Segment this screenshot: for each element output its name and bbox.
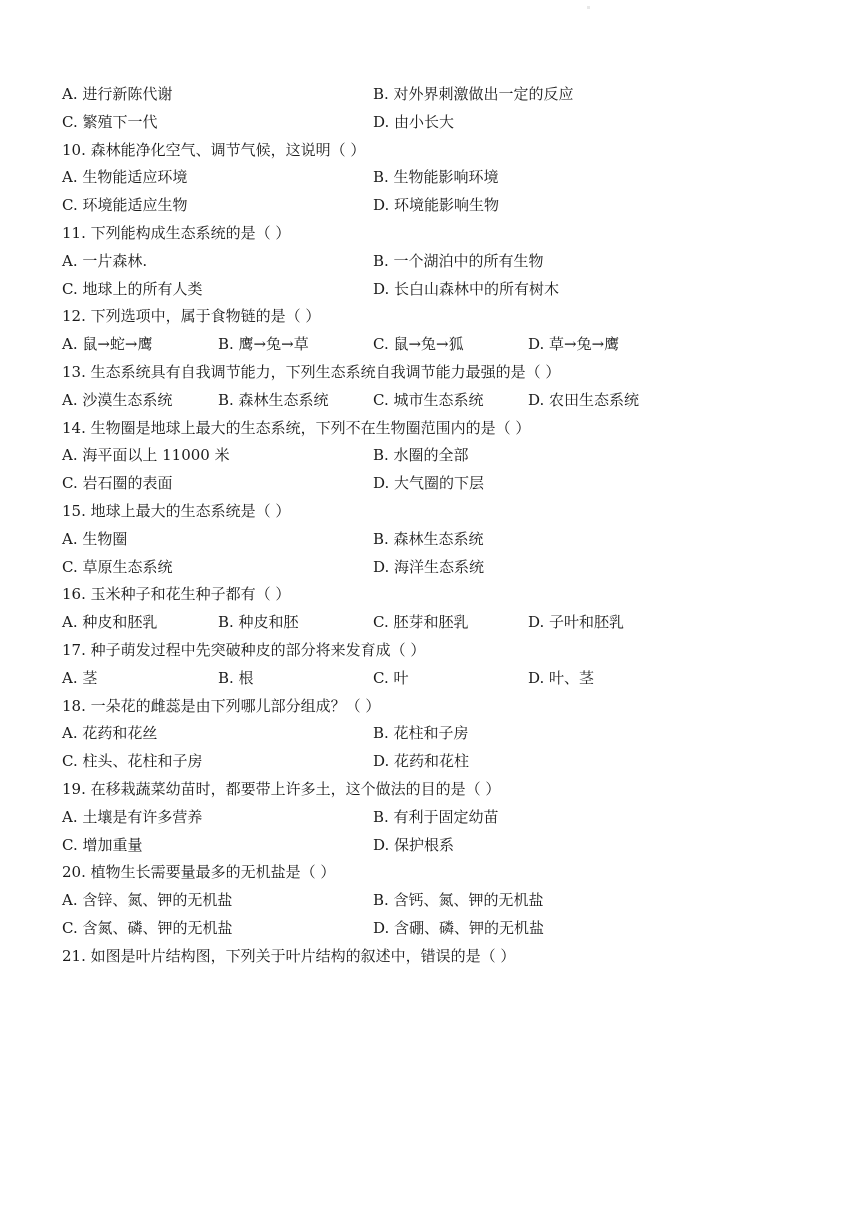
option-b: B. 根: [218, 668, 254, 687]
question-text: 11. 下列能构成生态系统的是（ ）: [62, 223, 291, 242]
option-a: A. 生物圈: [62, 529, 128, 548]
option-a: A. 海平面以上 11000 米: [62, 446, 230, 465]
options-row: [0, 554, 860, 582]
option-b: B. 生物能影响环境: [373, 168, 499, 187]
question-text: 16. 玉米种子和花生种子都有（ ）: [62, 585, 291, 604]
question-text: 18. 一朵花的雌蕊是由下列哪儿部分组成？（ ）: [62, 696, 381, 715]
options-row: [0, 832, 860, 860]
option-d: D. 子叶和胚乳: [528, 613, 625, 632]
option-a: C. 柱头、花柱和子房: [62, 752, 203, 771]
options-row: [0, 720, 860, 748]
options-row: [0, 81, 860, 109]
option-a: C. 含氮、磷、钾的无机盐: [62, 918, 233, 937]
option-a: A. 种皮和胚乳: [62, 613, 158, 632]
option-c: C. 鼠→兔→狐: [373, 335, 464, 354]
option-a: A. 花药和花丝: [62, 724, 158, 743]
option-a: C. 增加重量: [62, 835, 143, 854]
option-b: D. 保护根系: [373, 835, 455, 854]
question-text: 19. 在移栽蔬菜幼苗时，都要带上许多土，这个做法的目的是（ ）: [62, 779, 501, 798]
option-a: A. 鼠→蛇→鹰: [62, 335, 153, 354]
option-b: B. 含钙、氮、钾的无机盐: [373, 891, 544, 910]
option-b: B. 森林生态系统: [373, 529, 484, 548]
option-a: A. 土壤是有许多营养: [62, 807, 203, 826]
option-b: B. 鹰→兔→草: [218, 335, 309, 354]
option-a: A. 含锌、氮、钾的无机盐: [62, 891, 233, 910]
option-a: A. 生物能适应环境: [62, 168, 188, 187]
option-b: B. 一个湖泊中的所有生物: [373, 251, 544, 270]
option-a: C. 岩石圈的表面: [62, 474, 173, 493]
option-d: D. 草→兔→鹰: [528, 335, 620, 354]
scan-mark: [587, 6, 590, 9]
options-row: [0, 470, 860, 498]
question-text: 21. 如图是叶片结构图，下列关于叶片结构的叙述中，错误的是（ ）: [62, 946, 516, 965]
options-row: [0, 387, 860, 415]
option-b: B. 森林生态系统: [218, 390, 329, 409]
option-b: D. 花药和花柱: [373, 752, 470, 771]
option-b: B. 花柱和子房: [373, 724, 469, 743]
exam-page: [0, 81, 860, 971]
question-text: 15. 地球上最大的生态系统是（ ）: [62, 501, 291, 520]
options-row: [0, 109, 860, 137]
option-a: A. 茎: [62, 668, 98, 687]
option-c: C. 胚芽和胚乳: [373, 613, 469, 632]
option-b: D. 海洋生态系统: [373, 557, 485, 576]
options-row: [0, 748, 860, 776]
options-row: [0, 331, 860, 359]
option-a: C. 环境能适应生物: [62, 196, 188, 215]
options-row: [0, 164, 860, 192]
option-a: C. 繁殖下一代: [62, 112, 158, 131]
question-text: 12. 下列选项中，属于食物链的是（ ）: [62, 307, 321, 326]
option-c: C. 叶: [373, 668, 409, 687]
question-text: 10. 森林能净化空气、调节气候，这说明（ ）: [62, 140, 366, 159]
options-row: [0, 276, 860, 304]
question-text: 14. 生物圈是地球上最大的生态系统，下列不在生物圈范围内的是（ ）: [62, 418, 531, 437]
option-a: A. 一片森林.: [62, 251, 148, 270]
option-b: D. 含硼、磷、钾的无机盐: [373, 918, 545, 937]
option-b: B. 有利于固定幼苗: [373, 807, 499, 826]
options-row: [0, 915, 860, 943]
option-a: C. 地球上的所有人类: [62, 279, 203, 298]
options-row: [0, 192, 860, 220]
option-a: A. 进行新陈代谢: [62, 85, 173, 103]
options-row: [0, 442, 860, 470]
options-row: [0, 609, 860, 637]
option-b: D. 长白山森林中的所有树木: [373, 279, 560, 298]
option-d: D. 农田生态系统: [528, 390, 640, 409]
option-c: C. 城市生态系统: [373, 390, 484, 409]
options-row: [0, 526, 860, 554]
question-text: 20. 植物生长需要量最多的无机盐是（ ）: [62, 863, 336, 882]
options-row: [0, 887, 860, 915]
options-row: [0, 804, 860, 832]
option-b: B. 种皮和胚: [218, 613, 299, 632]
options-row: [0, 248, 860, 276]
option-b: B. 水圈的全部: [373, 446, 469, 465]
option-b: D. 由小长大: [373, 112, 455, 131]
option-b: D. 大气圈的下层: [373, 474, 485, 493]
option-d: D. 叶、茎: [528, 668, 595, 687]
option-a: A. 沙漠生态系统: [62, 390, 173, 409]
option-a: C. 草原生态系统: [62, 557, 173, 576]
options-row: [0, 665, 860, 693]
question-text: 13. 生态系统具有自我调节能力，下列生态系统自我调节能力最强的是（ ）: [62, 362, 561, 381]
option-b: B. 对外界刺激做出一定的反应: [373, 85, 574, 103]
option-b: D. 环境能影响生物: [373, 196, 500, 215]
question-text: 17. 种子萌发过程中先突破种皮的部分将来发育成（ ）: [62, 640, 426, 659]
